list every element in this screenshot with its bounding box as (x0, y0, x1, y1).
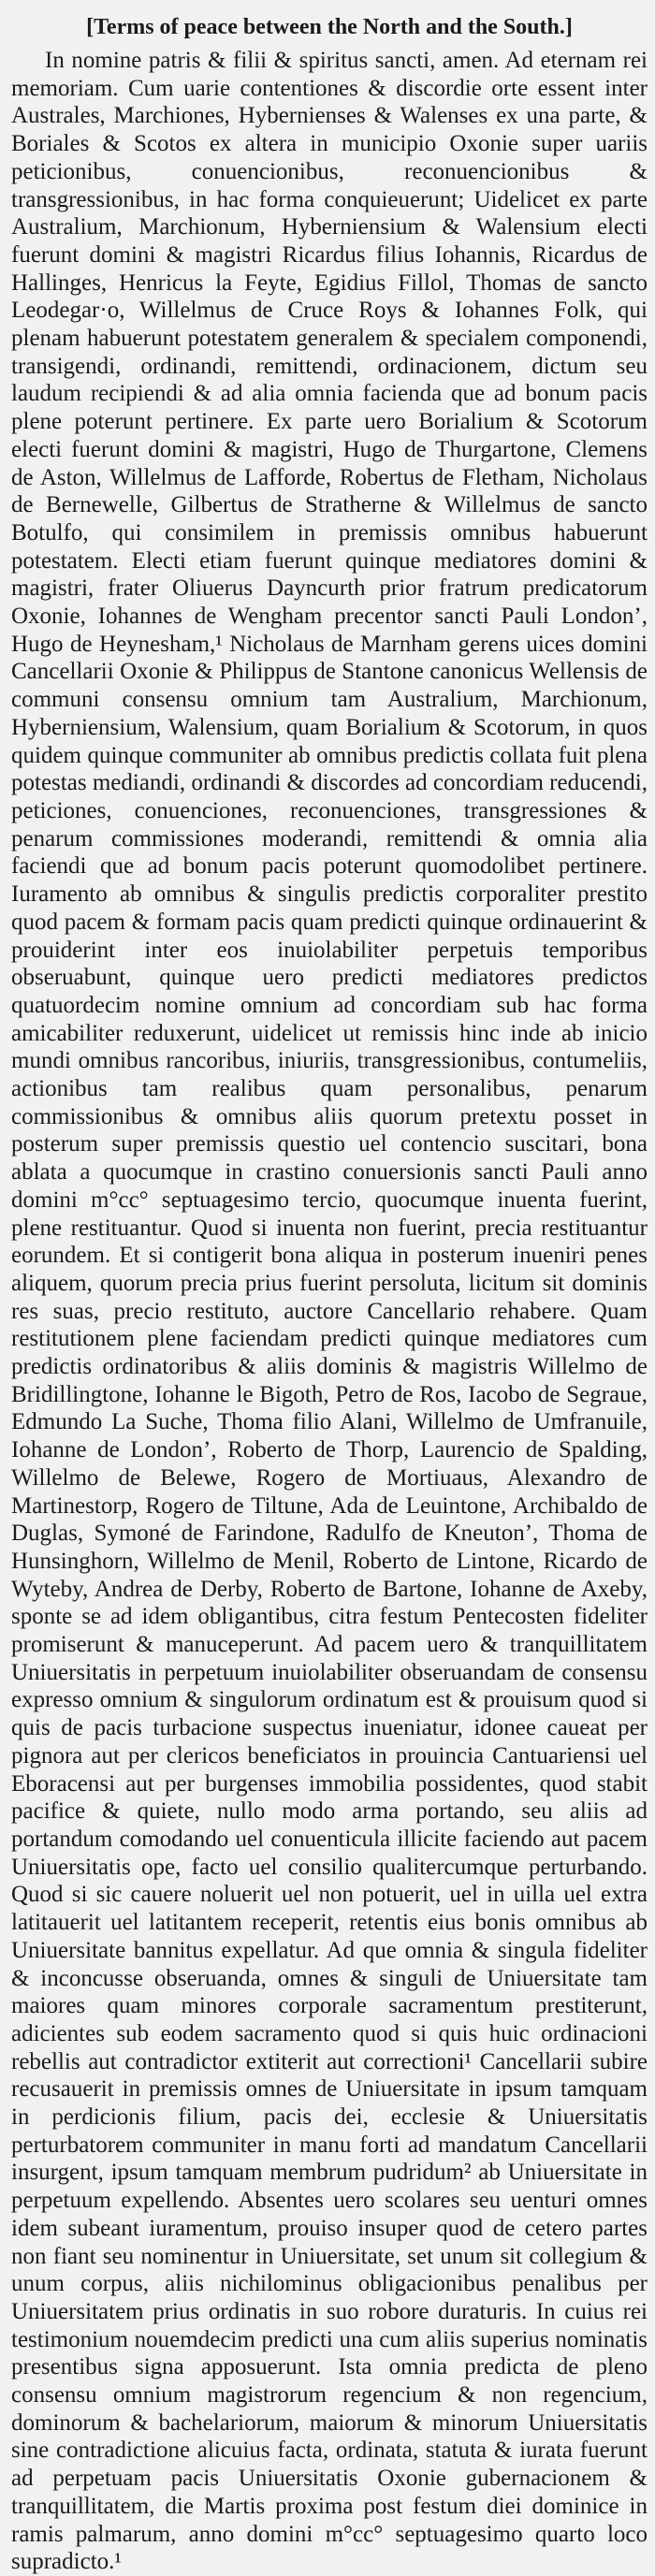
document-body: In nomine patris & filii & spiritus sancti, amen. Ad eternam rei memoriam. Cum uarie contentiones & discordie orte essent inter Australes, Marchiones, Hybernienses & Walenses ex una parte, & Boriales & Scotos ex altera in municipio Oxonie super uariis peticionibus, conuencionibus, reconuencionibus & transgressionibus, in hac forma conquieuerunt; Uidelicet ex parte Australium, Marchionum, Hyberniensium & Walensium electi fuerunt domini & magistri Ricardus filius Iohannis, Ricardus de Hallinges, Henricus la Feyte, Egidius Fillol, Thomas de sancto Leodegar·o, Willelmus de Cruce Roys & Iohannes Folk, qui plenam habuerunt potestatem generalem & specialem componendi, transigendi, ordinandi, remittendi, ordinacionem, dictum seu laudum recipiendi & ad alia omnia facienda que ad bonum pacis plene poterunt pertinere. Ex parte uero Borialium & Scotorum electi fuerunt domini & magistri, Hugo de Thurgartone, Clemens de Aston, Willelmus de Lafforde, Robertus de Fletham, Nicholaus de Bernewelle, Gilbertus de Stratherne & Willelmus de sancto Botulfo, qui consimilem in premissis omnibus habuerunt potestatem. Electi etiam fuerunt quinque mediatores domini & magistri, frater Oliuerus Dayncurth prior fratrum predicatorum Oxonie, Iohannes de Wengham precentor sancti Pauli London’, Hugo de Heynesham,¹ Nicholaus de Marnham gerens uices domini Cancellarii Oxonie & Philippus de Stantone canonicus Wellensis de communi consensu omnium tam Australium, Marchionum, Hyberniensium, Walensium, quam Borialium & Scotorum, in quos quidem quinque communiter ab omnibus predictis collata fuit plena potestas mediandi, ordinandi & discordes ad concordiam reducendi, peticiones, conuenciones, reconuenciones, transgressiones & penarum commissiones moderandi, remittendi & omnia alia faciendi que ad bonum pacis poterunt quomodolibet pertinere. Iuramento ab omnibus & singulis predictis corporaliter prestito quod pacem & formam pacis quam predicti quinque ordinauerint & prouiderint inter eos inuiolabiliter perpetuis temporibus obseruabunt, quinque uero predicti mediatores predictos quatuordecim nomine omnium ad concordiam sub hac forma amicabiliter reduxerunt, uidelicet ut remissis hinc inde ab inicio mundi omnibus rancoribus, iniuriis, transgressionibus, contumeliis, actionibus tam realibus quam personalibus, penarum commissionibus & omnibus aliis quorum pretextu posset in posterum super premissis questio uel contencio suscitari, bona ablata a quocumque in crastino conuersionis sancti Pauli anno domini m°cc° septuagesimo tercio, quocumque inuenta fuerint, plene restituantur. Quod si inuenta non fuerint, precia restituantur eorundem. Et si contigerit bona aliqua in posterum inueniri penes aliquem, quorum precia prius fuerint persoluta, licitum sit dominis res suas, precio restituto, auctore Cancellario rehabere. Quam restitutionem plene faciendam predicti quinque mediatores cum predictis ordinatoribus & aliis dominis & magistris Willelmo de Bridillingtone, Iohanne le Bigoth, Petro de Ros, Iacobo de Segraue, Edmundo La Suche, Thoma filio Alani, Willelmo de Umfranuile, Iohanne de London’, Roberto de Thorp, Laurencio de Spalding, Willelmo de Belewe, Rogero de Mortiuaus, Alexandro de Martinestorp, Rogero de Tiltune, Ada de Leuintone, Archibaldo de Duglas, Symoné de Farindone, Radulfo de Kneuton’, Thoma de Hunsinghorn, Willelmo de Menil, Roberto de Lintone, Ricardo de Wyteby, Andrea de Derby, Roberto de Bartone, Iohanne de Axeby, sponte se ad idem obligantibus, citra festum Pentecosten fideliter promiserunt & manuceperunt. Ad pacem uero & tranquillitatem Uniuersitatis in perpetuum inuiolabiliter obseruandam de consensu expresso omnium & singulorum ordinatum est & prouisum quod si quis de pacis turbacione suspectus inueniatur, idonee caueat per pignora aut per clericos beneficiatos in prouincia Cantuariensi uel Eboracensi aut per burgenses immobilia possidentes, quod stabit pacifice & quiete, nullo modo arma portando, seu aliis ad portandum comodando uel conuenticula illicite faciendo aut pacem Uniuersitatis ope, facto uel consilio qualitercumque perturbando. Quod si sic cauere noluerit uel non potuerit, uel in uilla uel extra latitauerit uel latitantem receperit, retentis eius bonis omnibus ab Uniuersitate bannitus expellatur. Ad que omnia & singula fideliter & inconcusse obseruanda, omnes & singuli de Uniuersitate tam maiores quam minores corporale sacramentum prestiterunt, adicientes sub eodem sacramento quod si quis huic ordinacioni rebellis aut contradictor extiterit aut correctioni¹ Cancellarii subire recusauerit in premissis omnes de Uniuersitate in ipsum tamquam in perdicionis filium, pacis dei, ecclesie & Uniuersitatis perturbatorem communiter in manu forti ad mandatum Cancellarii insurgent, ipsum tamquam membrum pudridum² ab Uniuersitate in perpetuum expellendo. Absentes uero scolares seu uenturi omnes idem subeant iuramentum, prouiso insuper quod de cetero partes non fiant seu nominentur in Uniuersitate, set unum sit collegium & unum corpus, aliis nichilominus obligacionibus penalibus per Uniuersitatem prius ordinatis in suo robore duraturis. In cuius rei testimonium nouemdecim predicti una cum aliis superius nominatis presentibus signa apposuerunt. Ista omnia predicta de pleno consensu omnium magistrorum regencium & non regencium, dominorum & bachelariorum, maiorum & minorum Uniuersitatis sine contradictione alicuius facta, ordinata, statuta & iurata fuerunt ad perpetuam pacis Uniuersitatis Oxonie gubernacionem & tranquillitatem, die Martis proxima post festum diei dominice in ramis palmarum, anno domini m°cc° septuagesimo quarto loco supradicto.¹ (11, 48, 648, 2575)
document-heading: [Terms of peace between the North and the South.] (86, 15, 573, 39)
